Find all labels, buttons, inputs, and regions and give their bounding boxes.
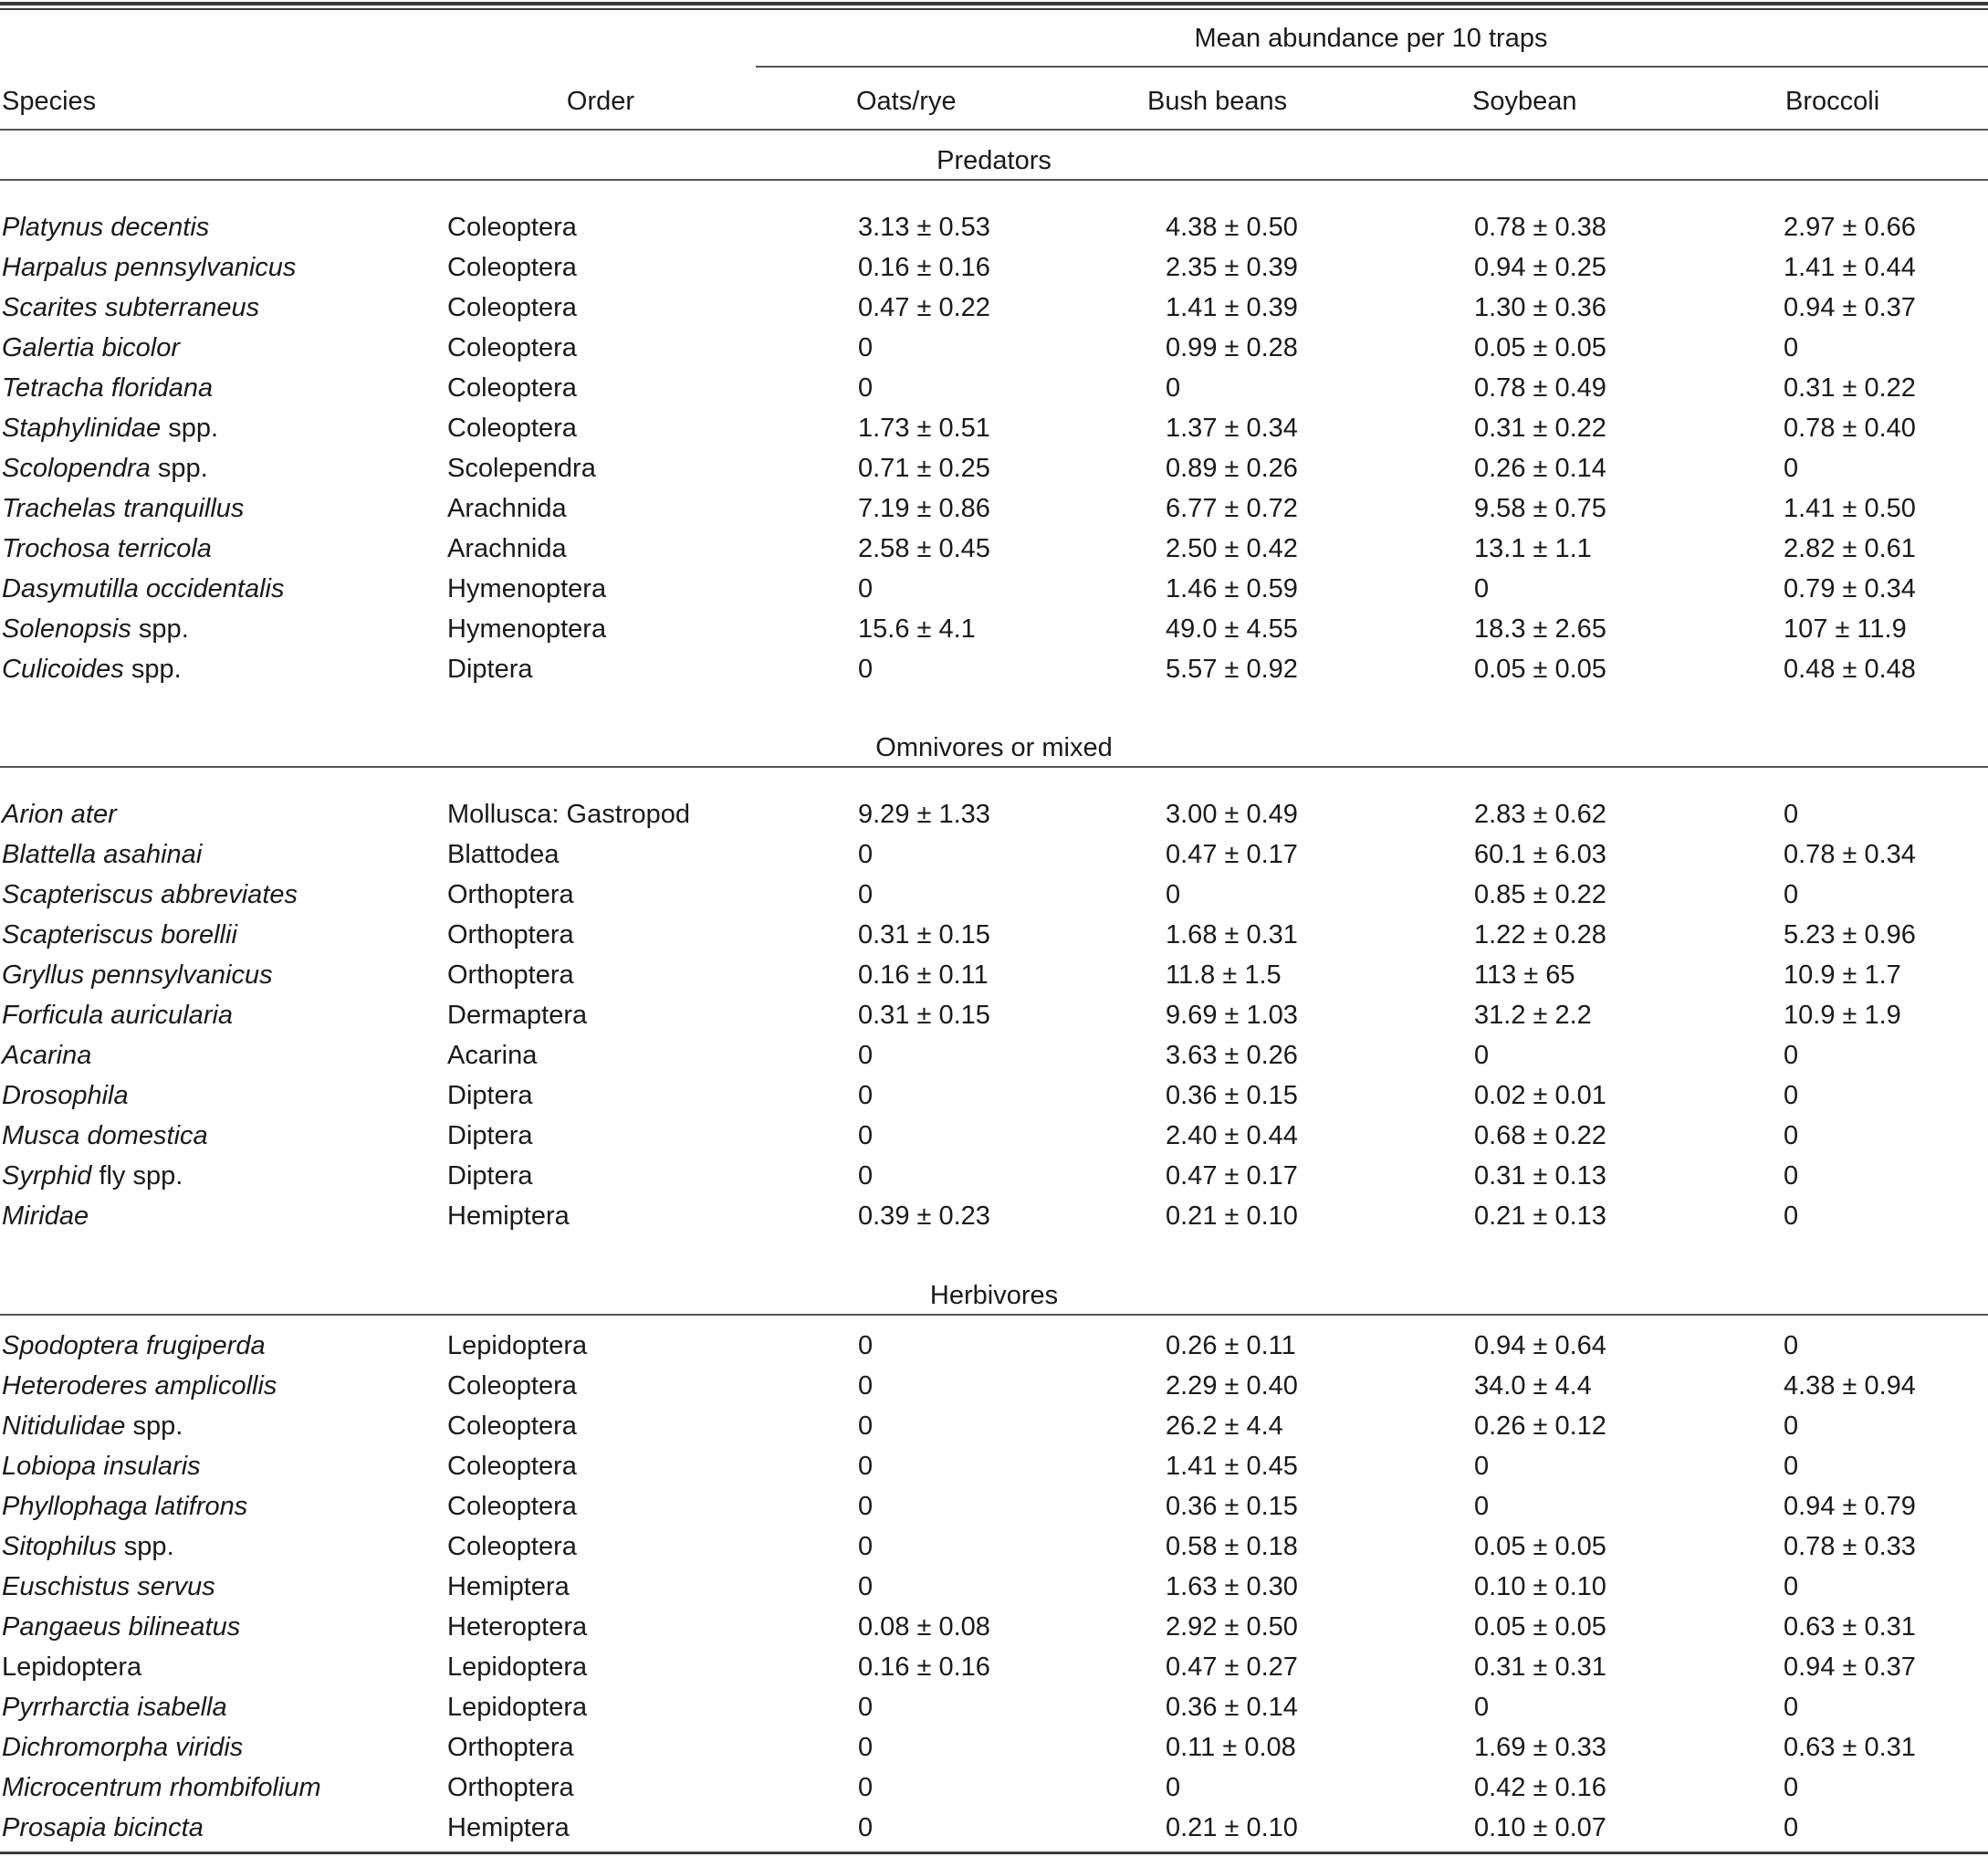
broccoli-cell: 0 xyxy=(1784,1813,1799,1842)
species-name: Heteroderes amplicollis xyxy=(2,1371,277,1401)
soy-cell: 0.05 ± 0.05 xyxy=(1474,1612,1606,1642)
order-cell: Dermaptera xyxy=(447,1001,588,1030)
species-name: Galertia bicolor xyxy=(2,333,181,362)
soy-cell: 0.78 ± 0.49 xyxy=(1474,373,1606,403)
species-cell xyxy=(2,1450,201,1483)
species-cell xyxy=(2,251,296,284)
beans-cell: 1.63 ± 0.30 xyxy=(1166,1572,1298,1601)
order-cell: Diptera xyxy=(447,1081,533,1110)
broccoli-cell: 0 xyxy=(1784,1161,1799,1191)
species-cell xyxy=(2,1119,208,1152)
species-name: Staphylinidae xyxy=(2,414,162,443)
col-header-broccoli: Broccoli xyxy=(1785,87,1880,116)
order-cell: Hemiptera xyxy=(447,1572,570,1601)
species-name: Tetracha floridana xyxy=(2,373,214,403)
beans-cell: 0.36 ± 0.14 xyxy=(1166,1693,1298,1722)
oats-cell: 0 xyxy=(858,1041,874,1070)
top-rule xyxy=(0,2,1988,5)
beans-cell: 0 xyxy=(1166,373,1181,403)
soy-cell: 0.26 ± 0.12 xyxy=(1474,1411,1606,1441)
order-cell: Coleoptera xyxy=(447,293,577,322)
species-suffix: spp. xyxy=(116,1532,174,1561)
broccoli-cell: 0 xyxy=(1784,333,1799,362)
order-cell: Coleoptera xyxy=(447,414,577,443)
soy-cell: 0.26 ± 0.14 xyxy=(1474,454,1606,483)
species-name: Sitophilus xyxy=(2,1532,117,1561)
species-cell xyxy=(2,653,182,686)
species-name: Acarina xyxy=(2,1041,92,1070)
soy-cell: 0.05 ± 0.05 xyxy=(1474,333,1606,362)
order-cell: Lepidoptera xyxy=(447,1652,588,1682)
broccoli-cell: 107 ± 11.9 xyxy=(1784,614,1907,644)
species-cell xyxy=(2,1530,174,1563)
beans-cell: 1.68 ± 0.31 xyxy=(1166,920,1298,949)
species-name: Dichromorpha viridis xyxy=(2,1733,244,1762)
oats-cell: 0 xyxy=(858,1693,874,1722)
broccoli-cell: 5.23 ± 0.96 xyxy=(1784,920,1916,949)
order-cell: Scolependra xyxy=(447,454,596,483)
species-cell xyxy=(2,1369,277,1402)
species-suffix: spp. xyxy=(150,454,208,483)
species-name: Miridae xyxy=(2,1201,89,1231)
oats-cell: 9.29 ± 1.33 xyxy=(858,800,990,829)
soy-cell: 13.1 ± 1.1 xyxy=(1474,534,1592,563)
oats-cell: 0 xyxy=(858,574,874,603)
beans-cell: 2.35 ± 0.39 xyxy=(1166,253,1298,282)
species-cell xyxy=(2,572,284,605)
broccoli-cell: 0 xyxy=(1784,880,1799,909)
order-cell: Orthoptera xyxy=(447,920,574,949)
soy-cell: 0.94 ± 0.25 xyxy=(1474,253,1606,282)
order-cell: Hymenoptera xyxy=(447,574,607,603)
beans-cell: 0 xyxy=(1166,880,1181,909)
beans-cell: 2.92 ± 0.50 xyxy=(1166,1612,1298,1642)
beans-cell: 49.0 ± 4.55 xyxy=(1166,614,1298,644)
species-name: Gryllus pennsylvanicus xyxy=(2,960,273,990)
oats-cell: 0.31 ± 0.15 xyxy=(858,920,990,949)
order-cell: Diptera xyxy=(447,1121,533,1150)
order-cell: Arachnida xyxy=(447,534,567,563)
beans-cell: 1.41 ± 0.45 xyxy=(1166,1452,1298,1481)
header-rule xyxy=(0,129,1988,131)
species-cell xyxy=(2,1079,129,1112)
oats-cell: 0 xyxy=(858,1773,874,1802)
beans-cell: 26.2 ± 4.4 xyxy=(1166,1411,1283,1441)
soy-cell: 0 xyxy=(1474,1452,1490,1481)
col-header-soybean: Soybean xyxy=(1472,87,1577,116)
oats-cell: 15.6 ± 4.1 xyxy=(858,614,976,644)
oats-cell: 1.73 ± 0.51 xyxy=(858,414,990,443)
oats-cell: 0 xyxy=(858,1733,874,1762)
order-cell: Mollusca: Gastropod xyxy=(447,800,690,829)
oats-cell: 0 xyxy=(858,840,874,869)
beans-cell: 5.57 ± 0.92 xyxy=(1166,655,1298,684)
oats-cell: 0 xyxy=(858,1411,874,1441)
oats-cell: 0 xyxy=(858,880,874,909)
species-cell xyxy=(2,999,233,1032)
species-name: Microcentrum rhombifolium xyxy=(2,1773,321,1802)
group-header-rule xyxy=(756,66,1988,68)
broccoli-cell: 0 xyxy=(1784,1041,1799,1070)
oats-cell: 0.16 ± 0.11 xyxy=(858,960,989,990)
species-name: Scolopendra xyxy=(2,454,151,483)
species-suffix: spp. xyxy=(125,1411,183,1441)
broccoli-cell: 0.31 ± 0.22 xyxy=(1784,373,1916,403)
soy-cell: 0 xyxy=(1474,1492,1490,1521)
beans-cell: 2.50 ± 0.42 xyxy=(1166,534,1298,563)
species-name: Drosophila xyxy=(2,1081,129,1110)
soy-cell: 0.78 ± 0.38 xyxy=(1474,213,1606,242)
species-name: Harpalus pennsylvanicus xyxy=(2,253,297,282)
species-cell xyxy=(2,492,244,525)
soy-cell: 60.1 ± 6.03 xyxy=(1474,840,1606,869)
order-cell: Orthoptera xyxy=(447,1773,574,1802)
beans-cell: 2.40 ± 0.44 xyxy=(1166,1121,1298,1150)
oats-cell: 0.47 ± 0.22 xyxy=(858,293,990,322)
soy-cell: 0.31 ± 0.31 xyxy=(1474,1652,1606,1682)
soy-cell: 0.42 ± 0.16 xyxy=(1474,1773,1606,1802)
oats-cell: 0 xyxy=(858,1331,874,1360)
species-name: Trochosa terricola xyxy=(2,534,212,563)
order-cell: Coleoptera xyxy=(447,1371,577,1401)
oats-cell: 0 xyxy=(858,1371,874,1401)
group-header: Mean abundance per 10 traps xyxy=(1194,24,1548,53)
species-name: Dasymutilla occidentalis xyxy=(2,574,285,603)
species-cell xyxy=(2,838,202,871)
broccoli-cell: 0 xyxy=(1784,1121,1799,1150)
oats-cell: 0 xyxy=(858,1452,874,1481)
soy-cell: 0.31 ± 0.13 xyxy=(1474,1161,1606,1191)
species-cell xyxy=(2,1410,183,1443)
species-cell xyxy=(2,1039,91,1072)
order-cell: Orthoptera xyxy=(447,960,574,990)
oats-cell: 0 xyxy=(858,1081,874,1110)
soy-cell: 0.05 ± 0.05 xyxy=(1474,1532,1606,1561)
species-name: Lobiopa insularis xyxy=(2,1452,201,1481)
species-cell xyxy=(2,1771,321,1804)
beans-cell: 0 xyxy=(1166,1773,1181,1802)
soy-cell: 113 ± 65 xyxy=(1474,960,1575,990)
col-header-oats: Oats/rye xyxy=(856,87,957,116)
species-suffix: spp. xyxy=(161,414,219,443)
beans-cell: 0.89 ± 0.26 xyxy=(1166,454,1298,483)
species-name: Scarites subterraneus xyxy=(2,293,260,322)
order-cell: Orthoptera xyxy=(447,880,574,909)
species-name: Forficula auricularia xyxy=(2,1001,234,1030)
species-cell xyxy=(2,452,208,485)
oats-cell: 0 xyxy=(858,1161,874,1191)
beans-cell: 1.37 ± 0.34 xyxy=(1166,414,1298,443)
broccoli-cell: 0 xyxy=(1784,1452,1799,1481)
species-name: Blattella asahinai xyxy=(2,840,203,869)
soy-cell: 0.31 ± 0.22 xyxy=(1474,414,1606,443)
order-cell: Heteroptera xyxy=(447,1612,588,1642)
beans-cell: 0.47 ± 0.17 xyxy=(1166,840,1298,869)
broccoli-cell: 0.94 ± 0.37 xyxy=(1784,1652,1916,1682)
species-name: Musca domestica xyxy=(2,1121,208,1150)
col-header-species: Species xyxy=(2,87,97,116)
beans-cell: 0.11 ± 0.08 xyxy=(1166,1733,1296,1762)
species-cell xyxy=(2,1329,266,1362)
beans-cell: 11.8 ± 1.5 xyxy=(1166,960,1282,990)
soy-cell: 18.3 ± 2.65 xyxy=(1474,614,1606,644)
order-cell: Lepidoptera xyxy=(447,1693,588,1722)
broccoli-cell: 0 xyxy=(1784,1201,1799,1231)
broccoli-cell: 0 xyxy=(1784,454,1799,483)
species-cell xyxy=(2,291,259,324)
broccoli-cell: 0 xyxy=(1784,1411,1799,1441)
order-cell: Coleoptera xyxy=(447,253,577,282)
broccoli-cell: 2.82 ± 0.61 xyxy=(1784,534,1916,563)
species-name: Scapteriscus abbreviates xyxy=(2,880,298,909)
order-cell: Arachnida xyxy=(447,494,567,523)
species-cell xyxy=(2,1691,227,1724)
order-cell: Hemiptera xyxy=(447,1201,570,1231)
species-cell xyxy=(2,412,218,445)
species-cell xyxy=(2,1159,183,1192)
order-cell: Coleoptera xyxy=(447,1452,577,1481)
order-cell: Acarina xyxy=(447,1041,538,1070)
broccoli-cell: 0 xyxy=(1784,1773,1799,1802)
species-cell xyxy=(2,1490,247,1523)
order-cell: Diptera xyxy=(447,655,533,684)
species-cell xyxy=(2,1651,141,1684)
species-name: Prosapia bicincta xyxy=(2,1813,204,1842)
soy-cell: 0 xyxy=(1474,1041,1490,1070)
order-cell: Coleoptera xyxy=(447,1532,577,1561)
section-title: Predators xyxy=(936,146,1052,175)
species-cell xyxy=(2,918,237,951)
beans-cell: 3.00 ± 0.49 xyxy=(1166,800,1298,829)
species-cell xyxy=(2,211,209,244)
bottom-rule xyxy=(0,1852,1988,1854)
beans-cell: 0.36 ± 0.15 xyxy=(1166,1081,1298,1110)
broccoli-cell: 0 xyxy=(1784,800,1799,829)
soy-cell: 0.10 ± 0.07 xyxy=(1474,1813,1606,1842)
oats-cell: 0.08 ± 0.08 xyxy=(858,1612,990,1642)
oats-cell: 0 xyxy=(858,1813,874,1842)
species-suffix: spp. xyxy=(131,614,189,644)
beans-cell: 0.21 ± 0.10 xyxy=(1166,1201,1298,1231)
beans-cell: 3.63 ± 0.26 xyxy=(1166,1041,1298,1070)
broccoli-cell: 0 xyxy=(1784,1081,1799,1110)
soy-cell: 0.85 ± 0.22 xyxy=(1474,880,1606,909)
oats-cell: 0.39 ± 0.23 xyxy=(858,1201,990,1231)
broccoli-cell: 0.94 ± 0.37 xyxy=(1784,293,1916,322)
oats-cell: 2.58 ± 0.45 xyxy=(858,534,990,563)
species-cell xyxy=(2,878,298,911)
broccoli-cell: 4.38 ± 0.94 xyxy=(1784,1371,1916,1401)
col-header-order: Order xyxy=(566,87,635,116)
broccoli-cell: 0 xyxy=(1784,1572,1799,1601)
oats-cell: 0.16 ± 0.16 xyxy=(858,253,990,282)
species-cell xyxy=(2,372,213,404)
species-name: Culicoides xyxy=(2,655,124,684)
soy-cell: 0.21 ± 0.13 xyxy=(1474,1201,1606,1231)
soy-cell: 1.69 ± 0.33 xyxy=(1474,1733,1606,1762)
beans-cell: 4.38 ± 0.50 xyxy=(1166,213,1298,242)
species-name: Spodoptera frugiperda xyxy=(2,1331,266,1360)
oats-cell: 0 xyxy=(858,1572,874,1601)
broccoli-cell: 10.9 ± 1.7 xyxy=(1784,960,1901,990)
beans-cell: 1.46 ± 0.59 xyxy=(1166,574,1298,603)
order-cell: Lepidoptera xyxy=(447,1331,588,1360)
broccoli-cell: 0.78 ± 0.40 xyxy=(1784,414,1916,443)
oats-cell: 0 xyxy=(858,1492,874,1521)
soy-cell: 0.94 ± 0.64 xyxy=(1474,1331,1606,1360)
soy-cell: 31.2 ± 2.2 xyxy=(1474,1001,1592,1030)
species-name: Trachelas tranquillus xyxy=(2,494,245,523)
oats-cell: 0 xyxy=(858,655,874,684)
species-suffix: Lepidoptera xyxy=(2,1652,142,1682)
soy-cell: 0.10 ± 0.10 xyxy=(1474,1572,1606,1601)
oats-cell: 0.71 ± 0.25 xyxy=(858,454,990,483)
order-cell: Diptera xyxy=(447,1161,533,1191)
section-rule xyxy=(0,179,1988,181)
section-rule xyxy=(0,766,1988,768)
broccoli-cell: 0.79 ± 0.34 xyxy=(1784,574,1916,603)
beans-cell: 0.47 ± 0.17 xyxy=(1166,1161,1298,1191)
species-name: Platynus decentis xyxy=(2,213,210,242)
soy-cell: 0.05 ± 0.05 xyxy=(1474,655,1606,684)
species-cell xyxy=(2,1570,215,1603)
beans-cell: 2.29 ± 0.40 xyxy=(1166,1371,1298,1401)
species-name: Syrphid xyxy=(2,1161,92,1191)
species-name: Phyllophaga latifrons xyxy=(2,1492,248,1521)
broccoli-cell: 2.97 ± 0.66 xyxy=(1784,213,1916,242)
beans-cell: 0.36 ± 0.15 xyxy=(1166,1492,1298,1521)
species-name: Solenopsis xyxy=(2,614,131,644)
broccoli-cell: 0.63 ± 0.31 xyxy=(1784,1612,1916,1642)
section-rule xyxy=(0,1314,1988,1316)
top-rule-thin xyxy=(0,8,1988,10)
broccoli-cell: 0.78 ± 0.33 xyxy=(1784,1532,1916,1561)
oats-cell: 0.31 ± 0.15 xyxy=(858,1001,990,1030)
broccoli-cell: 1.41 ± 0.44 xyxy=(1784,253,1916,282)
species-name: Scapteriscus borellii xyxy=(2,920,237,949)
soy-cell: 0 xyxy=(1474,574,1490,603)
beans-cell: 0.47 ± 0.27 xyxy=(1166,1652,1298,1682)
species-cell xyxy=(2,331,180,364)
broccoli-cell: 1.41 ± 0.50 xyxy=(1784,494,1916,523)
species-cell xyxy=(2,532,212,565)
species-cell xyxy=(2,798,117,831)
section-title: Herbivores xyxy=(929,1281,1059,1310)
species-cell xyxy=(2,1610,240,1643)
beans-cell: 1.41 ± 0.39 xyxy=(1166,293,1298,322)
species-suffix: spp. xyxy=(123,655,182,684)
order-cell: Hymenoptera xyxy=(447,614,607,644)
broccoli-cell: 0.78 ± 0.34 xyxy=(1784,840,1916,869)
species-cell xyxy=(2,959,273,991)
order-cell: Coleoptera xyxy=(447,1411,577,1441)
section-title: Omnivores or mixed xyxy=(875,733,1113,762)
beans-cell: 0.58 ± 0.18 xyxy=(1166,1532,1298,1561)
species-name: Arion ater xyxy=(2,800,117,829)
species-name: Nitidulidae xyxy=(2,1411,126,1441)
species-name: Pangaeus bilineatus xyxy=(2,1612,241,1642)
soy-cell: 0 xyxy=(1474,1693,1490,1722)
order-cell: Blattodea xyxy=(447,840,560,869)
oats-cell: 0 xyxy=(858,373,874,403)
oats-cell: 0.16 ± 0.16 xyxy=(858,1652,990,1682)
soy-cell: 1.22 ± 0.28 xyxy=(1474,920,1606,949)
species-name: Euschistus servus xyxy=(2,1572,215,1601)
species-cell xyxy=(2,613,189,645)
broccoli-cell: 0.63 ± 0.31 xyxy=(1784,1733,1916,1762)
oats-cell: 0 xyxy=(858,1121,874,1150)
oats-cell: 7.19 ± 0.86 xyxy=(858,494,990,523)
beans-cell: 0.26 ± 0.11 xyxy=(1166,1331,1296,1360)
oats-cell: 0 xyxy=(858,333,874,362)
order-cell: Orthoptera xyxy=(447,1733,574,1762)
beans-cell: 0.21 ± 0.10 xyxy=(1166,1813,1298,1842)
soy-cell: 9.58 ± 0.75 xyxy=(1474,494,1606,523)
oats-cell: 0 xyxy=(858,1532,874,1561)
order-cell: Coleoptera xyxy=(447,1492,577,1521)
soy-cell: 2.83 ± 0.62 xyxy=(1474,800,1606,829)
order-cell: Coleoptera xyxy=(447,333,577,362)
broccoli-cell: 0 xyxy=(1784,1693,1799,1722)
broccoli-cell: 10.9 ± 1.9 xyxy=(1784,1001,1901,1030)
soy-cell: 1.30 ± 0.36 xyxy=(1474,293,1606,322)
soy-cell: 0.68 ± 0.22 xyxy=(1474,1121,1606,1150)
soy-cell: 34.0 ± 4.4 xyxy=(1474,1371,1592,1401)
species-suffix: fly spp. xyxy=(91,1161,183,1191)
species-cell xyxy=(2,1200,89,1233)
beans-cell: 0.99 ± 0.28 xyxy=(1166,333,1298,362)
col-header-beans: Bush beans xyxy=(1147,87,1288,116)
broccoli-cell: 0.94 ± 0.79 xyxy=(1784,1492,1916,1521)
order-cell: Hemiptera xyxy=(447,1813,570,1842)
beans-cell: 9.69 ± 1.03 xyxy=(1166,1001,1298,1030)
oats-cell: 3.13 ± 0.53 xyxy=(858,213,990,242)
order-cell: Coleoptera xyxy=(447,373,577,403)
species-cell xyxy=(2,1811,204,1844)
broccoli-cell: 0.48 ± 0.48 xyxy=(1784,655,1916,684)
species-name: Pyrrharctia isabella xyxy=(2,1693,227,1722)
beans-cell: 6.77 ± 0.72 xyxy=(1166,494,1298,523)
broccoli-cell: 0 xyxy=(1784,1331,1799,1360)
order-cell: Coleoptera xyxy=(447,213,577,242)
species-cell xyxy=(2,1731,243,1764)
soy-cell: 0.02 ± 0.01 xyxy=(1474,1081,1606,1110)
